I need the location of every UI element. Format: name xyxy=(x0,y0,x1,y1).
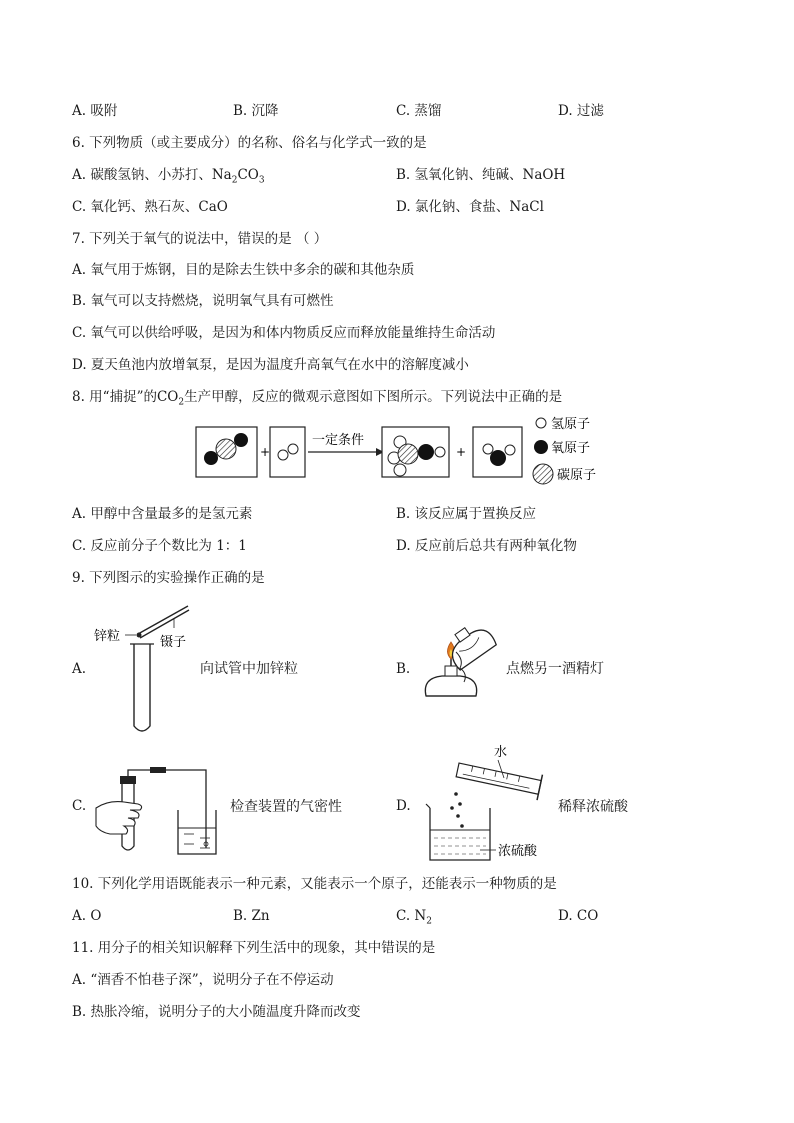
q10-stem: 10. 下列化学用语既能表示一种元素，又能表示一个原子，还能表示一种物质的是 xyxy=(72,876,557,892)
alcohol-lamp-figure xyxy=(412,622,502,712)
hydrogen-atom xyxy=(505,445,515,455)
zinc-test-tube-figure xyxy=(90,598,200,738)
dilution-figure xyxy=(420,742,550,866)
q6-option-c: C. 氧化钙、熟石灰、CaO xyxy=(72,199,228,215)
oxygen-atom xyxy=(234,433,248,447)
q9-option-c-caption: 检查装置的气密性 xyxy=(230,799,342,815)
q7-option-b: B. 氧气可以支持燃烧，说明氧气具有可燃性 xyxy=(72,293,334,309)
plus-sign: + xyxy=(260,445,271,459)
hydrogen-atom xyxy=(435,447,445,457)
q8-option-d: D. 反应前后总共有两种氧化物 xyxy=(396,538,577,554)
reaction-condition: 一定条件 xyxy=(312,433,365,448)
q6-option-d: D. 氯化钠、食盐、NaCl xyxy=(396,199,544,215)
q6-option-a-tail: CO xyxy=(237,167,259,183)
hydrogen-atom xyxy=(288,444,298,454)
legend-hydrogen-icon xyxy=(536,418,546,428)
q11-stem: 11. 用分子的相关知识解释下列生活中的现象，其中错误的是 xyxy=(72,940,436,956)
q10-option-a: A. O xyxy=(72,908,102,924)
carbon-atom xyxy=(216,439,236,459)
q9-stem: 9. 下列图示的实验操作正确的是 xyxy=(72,570,265,586)
q8-stem-pre: 8. 用“捕捉”的CO xyxy=(72,389,179,405)
tweezers-label: 镊子 xyxy=(160,635,187,650)
q5-option-d: D. 过滤 xyxy=(558,103,604,119)
q8-option-c: C. 反应前分子个数比为 1：1 xyxy=(72,538,247,554)
q10-option-b: B. Zn xyxy=(233,908,270,924)
q6-stem: 6. 下列物质（或主要成分）的名称、俗名与化学式一致的是 xyxy=(72,135,427,151)
oxygen-atom xyxy=(204,451,218,465)
hydrogen-atom xyxy=(394,464,406,476)
q8-reaction-diagram xyxy=(190,412,610,494)
zinc-label: 锌粒 xyxy=(94,629,121,644)
q11-option-b: B. 热胀冷缩，说明分子的大小随温度升降而改变 xyxy=(72,1004,361,1020)
plus-sign: + xyxy=(456,445,467,459)
q8-stem-post: 生产甲醇，反应的微观示意图如下图所示。下列说法中正确的是 xyxy=(184,389,563,405)
hand-icon xyxy=(96,802,142,834)
hydrogen-atom xyxy=(278,450,288,460)
zinc-granule xyxy=(137,633,142,638)
q10-option-c xyxy=(396,907,432,931)
q6-option-a-text: A. 碳酸氢钠、小苏打、Na xyxy=(72,167,232,183)
q6-option-b: B. 氢氧化钠、纯碱、NaOH xyxy=(396,167,566,183)
q6-option-a xyxy=(72,166,265,190)
q8-stem-sub: 2 xyxy=(178,397,185,408)
q7-option-c: C. 氧气可以供给呼吸，是因为和体内物质反应而释放能量维持生命活动 xyxy=(72,325,496,341)
q8-option-b: B. 该反应属于置换反应 xyxy=(396,506,537,522)
q6-option-a-sub: 2 xyxy=(231,175,238,186)
q9-option-b-letter: B. xyxy=(396,661,411,677)
legend-hydrogen-label: 氢原子 xyxy=(551,417,591,432)
q9-option-b-caption: 点燃另一酒精灯 xyxy=(506,661,604,677)
legend-carbon-icon xyxy=(533,464,553,484)
q5-option-c: C. 蒸馏 xyxy=(396,103,442,119)
q7-stem: 7. 下列关于氧气的说法中，错误的是 （ ） xyxy=(72,231,328,247)
q7-option-a: A. 氧气用于炼钢，目的是除去生铁中多余的碳和其他杂质 xyxy=(72,262,415,278)
q5-option-a: A. 吸附 xyxy=(72,103,118,119)
q9-option-d-caption: 稀释浓硫酸 xyxy=(558,799,628,815)
acid-label: 浓硫酸 xyxy=(498,844,538,859)
q9-option-a-caption: 向试管中加锌粒 xyxy=(200,661,298,677)
q7-option-d: D. 夏天鱼池内放增氧泵，是因为温度升高氧气在水中的溶解度减小 xyxy=(72,357,469,373)
hydrogen-atom xyxy=(483,444,493,454)
oxygen-atom xyxy=(418,444,434,460)
airtightness-apparatus-figure xyxy=(90,760,220,860)
q8-stem xyxy=(72,388,562,412)
q5-option-b: B. 沉降 xyxy=(233,103,279,119)
q8-option-a: A. 甲醇中含量最多的是氢元素 xyxy=(72,506,253,522)
q10-option-d: D. CO xyxy=(558,908,599,924)
q6-option-a-sub2: 3 xyxy=(258,175,265,186)
q10-option-c-text: C. N xyxy=(396,908,427,924)
legend-oxygen-icon xyxy=(534,440,548,454)
legend-carbon-label: 碳原子 xyxy=(557,468,597,483)
legend-oxygen-label: 氧原子 xyxy=(551,441,591,456)
carbon-atom xyxy=(398,444,418,464)
q9-option-a-letter: A. xyxy=(72,661,87,677)
q9-option-d-letter: D. xyxy=(396,798,411,814)
q9-option-c-letter: C. xyxy=(72,798,87,814)
q10-option-c-sub: 2 xyxy=(426,916,432,927)
water-label: 水 xyxy=(494,745,508,760)
oxygen-atom xyxy=(490,450,506,466)
q11-option-a: A. “酒香不怕巷子深”，说明分子在不停运动 xyxy=(72,972,334,988)
